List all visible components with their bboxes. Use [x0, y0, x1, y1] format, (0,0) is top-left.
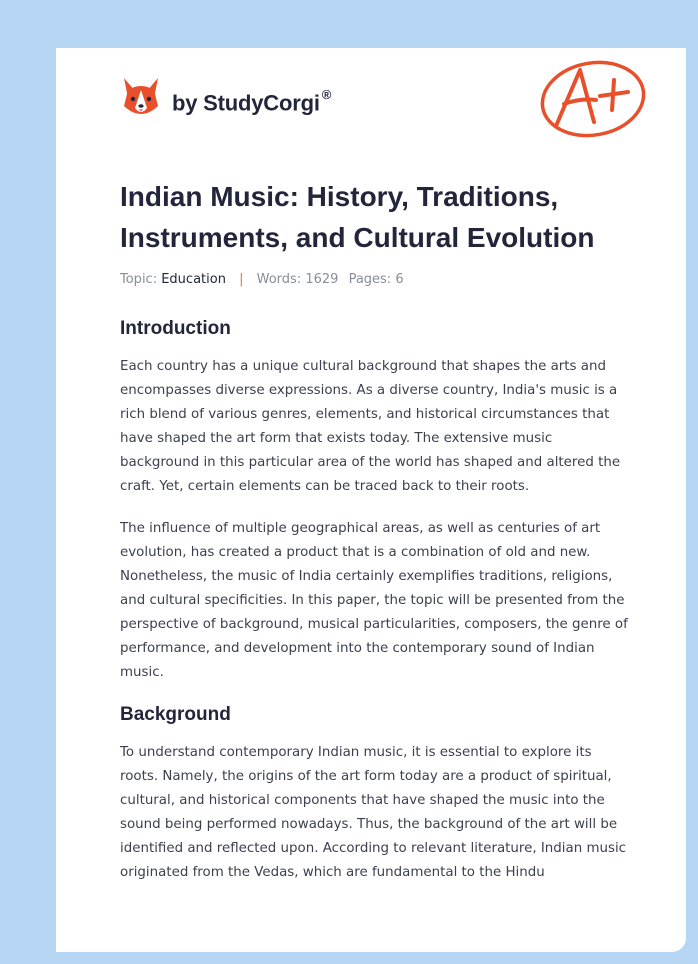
topic-value[interactable]: Education	[161, 272, 226, 287]
a-plus-grade-icon	[538, 58, 648, 140]
section-heading-introduction: Introduction	[120, 318, 231, 339]
section-heading-background: Background	[120, 704, 231, 725]
article	[120, 176, 630, 885]
topic-label: Topic:	[120, 272, 158, 287]
paragraph: Each country has a unique cultural background that shapes the arts and encompasses diverse expressions. As a diverse country, India's music is a rich blend of various genres, elements, and historical circumstances that have shaped the art form that exists today. The extensive music background in this particular area of the world has shaped and altered the craft. Yet, certain elements can be traced back to their roots.	[120, 359, 621, 494]
paragraph: To understand contemporary Indian music, it is essential to explore its roots. Namely, the origins of the art form today are a product of spiritual, cultural, and historical components that have shaped the music into the sound being performed nowadays. Thus, the background of the art will be identified and reflected upon. According to relevant literature, Indian music originated from the Vedas, which are fundamental to the Hindu	[120, 745, 627, 880]
article-title: Indian Music: History, Traditions, Instruments, and Cultural Evolution	[120, 181, 595, 253]
meta-separator: |	[239, 272, 244, 287]
corgi-logo-icon	[120, 76, 162, 120]
document-page	[56, 48, 686, 952]
article-meta	[120, 272, 630, 287]
brand-name: by StudyCorgi ®	[172, 86, 332, 116]
page-count: Pages: 6	[348, 272, 404, 287]
studycorgi-logo[interactable]	[120, 76, 331, 120]
paragraph: The influence of multiple geographical areas, as well as centuries of art evolution, has created a product that is a combination of old and new. Nonetheless, the music of India certainly exemplifies traditions, religions, and cultural specificities. In this paper, the topic will be presented from the perspective of background, musical particularities, composers, the genre of performance, and development into the contemporary sound of Indian music.	[120, 521, 628, 680]
word-count: Words: 1629	[256, 272, 339, 287]
